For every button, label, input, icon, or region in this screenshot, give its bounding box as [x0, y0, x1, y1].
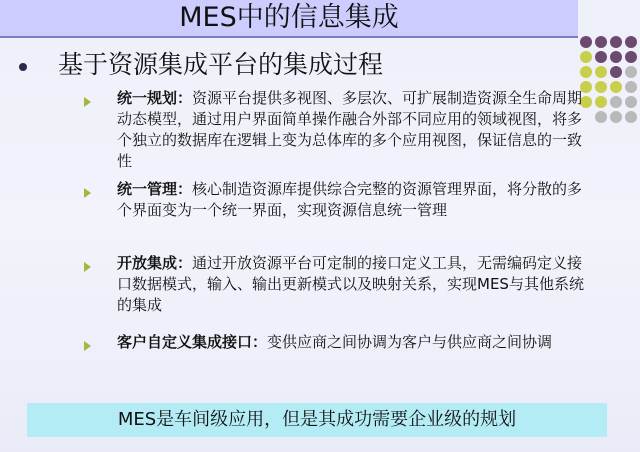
list-item — [117, 88, 587, 172]
decor-dot — [595, 51, 607, 63]
decor-dot — [595, 36, 607, 48]
decor-dot — [625, 111, 637, 123]
decor-dot — [595, 111, 607, 123]
item-text: 核心制造资源库提供综合完整的资源管理界面，将分散的多个界面变为一个统一界面，实现资源信息统一管理 — [117, 180, 583, 219]
decor-dot — [595, 81, 607, 93]
decor-dot — [595, 66, 607, 78]
decor-dot — [625, 96, 637, 108]
slide-title: MES中的信息集成 — [0, 0, 578, 36]
list-item — [117, 179, 587, 221]
item-term: 统一规划： — [117, 89, 193, 107]
list-item — [117, 253, 587, 316]
decor-dot — [580, 51, 592, 63]
arrow-bullet-icon — [84, 188, 91, 198]
section-heading: 基于资源集成平台的集成过程 — [58, 50, 384, 79]
decor-dot — [610, 36, 622, 48]
item-text: 变供应商之间协调为客户与供应商之间协调 — [267, 333, 553, 351]
item-term: 统一管理： — [117, 180, 193, 198]
list-item — [117, 332, 587, 353]
item-text: 资源平台提供多视图、多层次、可扩展制造资源全生命周期动态模型，通过用户界面简单操作融合外部不同应用的领域视图，将多个独立的数据库在逻辑上变为总体库的多个应用视图，保证信息的一致性 — [117, 89, 583, 170]
decor-dot — [580, 66, 592, 78]
decor-dot — [580, 36, 592, 48]
item-text: 通过开放资源平台可定制的接口定义工具，无需编码定义接口数据模式，输入、输出更新模式以及映射关系，实现MES与其他系统的集成 — [117, 254, 584, 314]
decor-dot — [610, 51, 622, 63]
arrow-bullet-icon — [84, 97, 91, 107]
arrow-bullet-icon — [84, 262, 91, 272]
decor-dot — [610, 96, 622, 108]
item-term: 客户自定义集成接口： — [117, 333, 268, 351]
arrow-bullet-icon — [84, 341, 91, 351]
decor-dot — [625, 36, 637, 48]
summary-banner: MES是车间级应用，但是其成功需要企业级的规划 — [27, 403, 607, 437]
decor-dot — [625, 66, 637, 78]
decor-dot — [610, 111, 622, 123]
main-bullet-dot — [19, 63, 27, 71]
decor-dot — [610, 66, 622, 78]
decor-dot — [625, 81, 637, 93]
decor-dot — [610, 81, 622, 93]
title-divider — [0, 36, 578, 38]
decor-dot — [595, 96, 607, 108]
decor-dot — [625, 51, 637, 63]
item-term: 开放集成： — [117, 254, 193, 272]
